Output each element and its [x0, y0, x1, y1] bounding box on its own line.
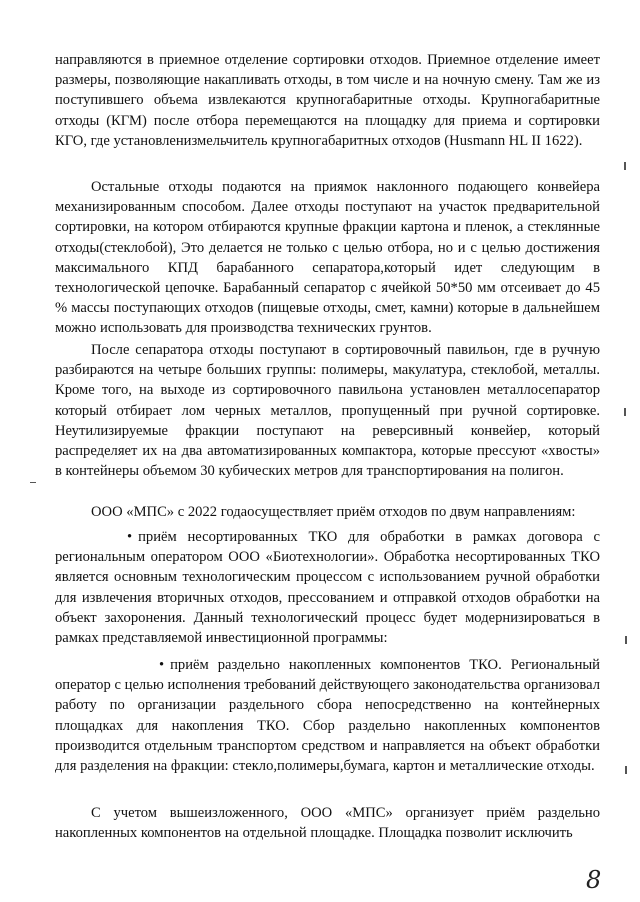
scan-edge-mark [624, 162, 626, 170]
scan-edge-mark [30, 482, 36, 483]
bullet-icon: • [127, 529, 133, 545]
scan-edge-mark [624, 408, 626, 416]
paragraph-text: После сепаратора отходы поступают в сортировочный павильон, где в ручную разбираются на четыре больших группы: полимеры, макулатура, стеклобой, металлы. Кроме того, на выходе из сортировочного павильона установлен металлосепаратор который отбирает лом черных металлов, пропущенный при ручной сортировке. Неутилизируемые фракции поступают на реверсивный конвейер, который распределяет их на два автоматизированных компактора, которые прессуют «хвосты» в контейнеры объемом 30 кубических метров для транспортирования на полигон. [55, 342, 600, 480]
scan-edge-mark [625, 766, 627, 774]
paragraph-text: С учетом вышеизложенного, ООО «МПС» организует приём раздельно накопленных компонентов на отдельной площадке. Площадка позволит исключить [55, 805, 600, 842]
paragraph-reception [55, 50, 600, 151]
paragraph-conveyor [55, 177, 600, 339]
paragraph-sorting-pavilion [55, 340, 600, 481]
bullet-icon: • [159, 657, 165, 673]
bullet-text: приём несортированных ТКО для обработки в рамках договора с региональным оператором ООО «Биотехнологии». Обработка несортированных ТКО является основным технологическим процессом с использованием ручной обработки для извлечения вторичных отходов, прессованием и отправкой отходов обработки на объект захоронения. Данный технологический процесс будет модернизироваться в рамках представляемой инвестиционной программы: [55, 529, 600, 647]
paragraph-text: направляются в приемное отделение сортировки отходов. Приемное отделение имеет размеры, позволяющие накапливать отходы, в том числе и на ночную смену. Там же из поступившего объема извлекаются крупногабаритные отходы. Крупногабаритные отходы (КГМ) после отбора перемещаются на площадку для приема и сортировки КГО, где установленизмельчитель крупногабаритных отходов (Husmann HL II 1622). [55, 52, 600, 149]
bullet-text: приём раздельно накопленных компонентов ТКО. Региональный оператор с целью исполнения требований действующего законодательства организовал работу по организации раздельного сбора непосредственно на контейнерных площадках для накопления ТКО. Сбор раздельно накопленных компонентов производится отдельным транспортом средством и направляется на объект обработки для разделения на фракции: стекло,полимеры,бумага, картон и металлические отходы. [55, 657, 600, 775]
bullet-item-separate [55, 655, 600, 776]
paragraph-directions-intro [55, 502, 600, 522]
bullet-item-unsorted [55, 527, 600, 648]
bullet-paragraph [55, 527, 600, 648]
paragraph-text: Остальные отходы подаются на приямок наклонного подающего конвейера механизированным способом. Далее отходы поступают на участок предварительной сортировки, на котором отбираются крупные фракции картона и пленок, а стеклянные отходы(стеклобой), Это делается не только с целью отбора, но и с целью достижения максимального КПД барабанного сепаратора,который идет следующим в технологической цепочке. Барабанный сепаратор с ячейкой 50*50 мм отсеивает до 45 % массы поступающих отходов (пищевые отходы, смет, камни) которые в дальнейшем можно использовать для производства технических грунтов. [55, 179, 600, 337]
scan-edge-mark [625, 636, 627, 644]
paragraph-text: ООО «МПС» с 2022 годаосуществляет приём отходов по двум направлениям: [91, 504, 576, 520]
bullet-paragraph [55, 655, 600, 776]
paragraph-conclusion [55, 803, 600, 843]
handwritten-page-number: 8 [586, 866, 602, 894]
